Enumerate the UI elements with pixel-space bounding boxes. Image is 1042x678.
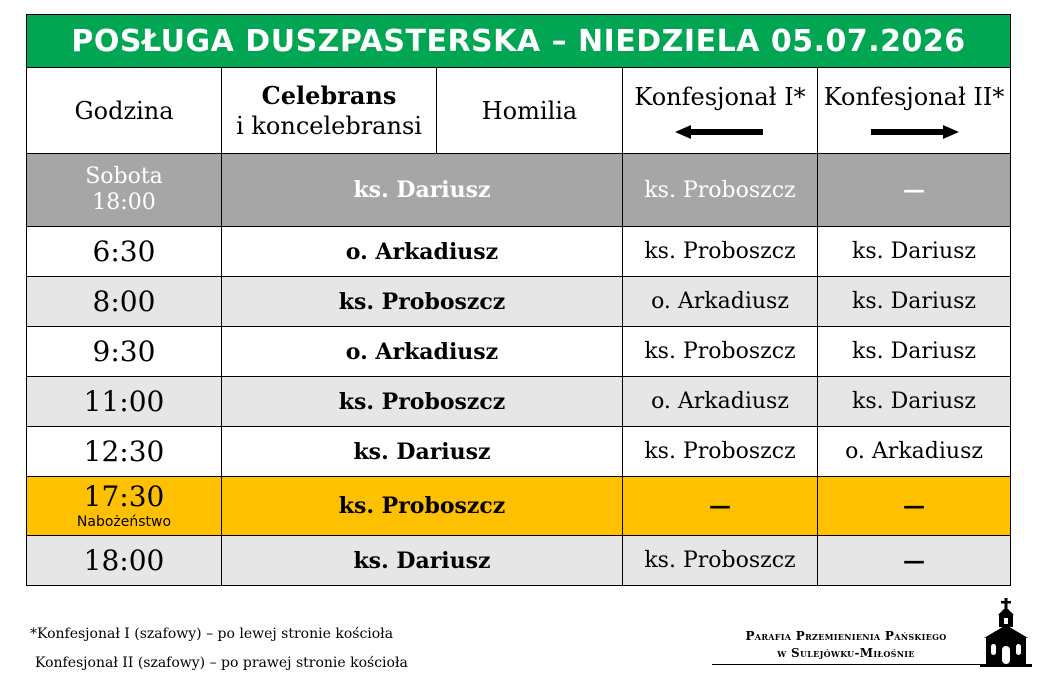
schedule-row xyxy=(27,277,1011,327)
arrow-right-icon xyxy=(869,125,959,139)
row-time: 18:00 xyxy=(27,536,222,586)
header-celebrant xyxy=(222,68,437,154)
row-time xyxy=(27,154,222,227)
header-confessional-2 xyxy=(818,68,1011,154)
header-hour: Godzina xyxy=(27,68,222,154)
row-time: 12:30 xyxy=(27,427,222,477)
row-day: Sobota xyxy=(85,163,163,189)
row-confessional-2: ks. Dariusz xyxy=(818,377,1011,427)
schedule-row-saturday xyxy=(27,154,1011,227)
header-row xyxy=(27,68,1011,154)
row-confessional-1: ks. Proboszcz xyxy=(623,427,818,477)
parish-divider xyxy=(712,664,980,665)
row-time: 6:30 xyxy=(27,227,222,277)
row-confessional-1: ks. Proboszcz xyxy=(623,536,818,586)
row-celebrant: ks. Proboszcz xyxy=(222,277,623,327)
row-confessional-1: o. Arkadiusz xyxy=(623,377,818,427)
schedule-row xyxy=(27,536,1011,586)
footnote-confessional-1: *Konfesjonał I (szafowy) – po lewej stronie kościoła xyxy=(30,626,394,642)
row-confessional-2: ks. Dariusz xyxy=(818,327,1011,377)
schedule-row xyxy=(27,377,1011,427)
row-confessional-2: ks. Dariusz xyxy=(818,227,1011,277)
row-time xyxy=(27,477,222,536)
header-homily: Homilia xyxy=(437,68,623,154)
row-confessional-2: — xyxy=(818,536,1011,586)
row-time: 11:00 xyxy=(27,377,222,427)
row-hour: 18:00 xyxy=(92,190,156,215)
row-time: 8:00 xyxy=(27,277,222,327)
parish-name-line2: w Sulejówku-Miłośnie xyxy=(777,646,915,660)
row-note: Nabożeństwo xyxy=(76,514,172,530)
row-confessional-1: o. Arkadiusz xyxy=(623,277,818,327)
row-confessional-1: ks. Proboszcz xyxy=(623,227,818,277)
row-confessional-1: — xyxy=(623,477,818,536)
row-celebrant: ks. Proboszcz xyxy=(222,477,623,536)
schedule-table xyxy=(26,14,1011,586)
parish-name xyxy=(712,628,980,662)
row-celebrant: o. Arkadiusz xyxy=(222,227,623,277)
row-confessional-2: o. Arkadiusz xyxy=(818,427,1011,477)
row-confessional-1: ks. Proboszcz xyxy=(623,327,818,377)
row-confessional-1: ks. Proboszcz xyxy=(623,154,818,227)
schedule-row xyxy=(27,427,1011,477)
row-celebrant: ks. Dariusz xyxy=(222,427,623,477)
header-celebrant-line1: Celebrans xyxy=(261,80,397,110)
arrow-left-icon xyxy=(675,125,765,139)
header-confessional-1 xyxy=(623,68,818,154)
page-title: POSŁUGA DUSZPASTERSKA – NIEDZIELA 05.07.2026 xyxy=(27,15,1011,68)
row-time: 9:30 xyxy=(27,327,222,377)
header-confessional-2-label: Konfesjonał II* xyxy=(823,82,1005,111)
row-celebrant: o. Arkadiusz xyxy=(222,327,623,377)
row-celebrant: ks. Proboszcz xyxy=(222,377,623,427)
header-celebrant-line2: i koncelebransi xyxy=(236,111,422,140)
footnotes xyxy=(30,620,408,678)
row-confessional-2: — xyxy=(818,154,1011,227)
row-celebrant: ks. Dariusz xyxy=(222,536,623,586)
row-celebrant: ks. Dariusz xyxy=(222,154,623,227)
row-hour: 17:30 xyxy=(83,480,165,513)
row-confessional-2: ks. Dariusz xyxy=(818,277,1011,327)
schedule-row xyxy=(27,227,1011,277)
header-confessional-1-label: Konfesjonał I* xyxy=(634,82,806,111)
parish-name-line1: Parafia Przemienienia Pańskiego xyxy=(745,629,947,643)
row-confessional-2: — xyxy=(818,477,1011,536)
church-icon xyxy=(980,598,1032,668)
schedule-row-service xyxy=(27,477,1011,536)
schedule-row xyxy=(27,327,1011,377)
footnote-confessional-2: Konfesjonał II (szafowy) – po prawej stronie kościoła xyxy=(35,655,408,671)
